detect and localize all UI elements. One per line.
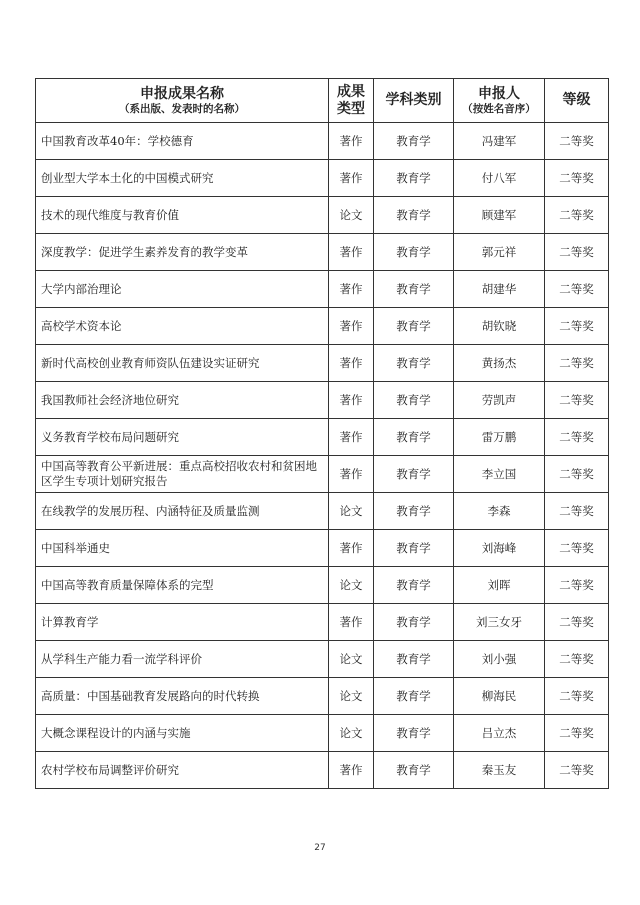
table-row: [36, 271, 609, 308]
page-number: 27: [314, 843, 326, 853]
cell-type: 著作: [329, 234, 374, 271]
cell-discipline: 教育学: [374, 271, 454, 308]
table-row: [36, 160, 609, 197]
cell-type: 著作: [329, 382, 374, 419]
cell-discipline: 教育学: [374, 678, 454, 715]
cell-applicant: 顾建军: [454, 197, 545, 234]
cell-applicant: 刘三女牙: [454, 604, 545, 641]
cell-discipline: 教育学: [374, 308, 454, 345]
cell-grade: 二等奖: [545, 160, 609, 197]
cell-applicant: 吕立杰: [454, 715, 545, 752]
cell-grade: 二等奖: [545, 530, 609, 567]
cell-grade: 二等奖: [545, 567, 609, 604]
cell-type: 著作: [329, 604, 374, 641]
cell-discipline: 教育学: [374, 160, 454, 197]
table-row: [36, 715, 609, 752]
cell-title: 中国科举通史: [36, 530, 329, 567]
cell-title: 中国高等教育公平新进展：重点高校招收农村和贫困地区学生专项计划研究报告: [36, 456, 329, 493]
cell-discipline: 教育学: [374, 382, 454, 419]
cell-grade: 二等奖: [545, 234, 609, 271]
cell-applicant: 秦玉友: [454, 752, 545, 789]
cell-grade: 二等奖: [545, 604, 609, 641]
cell-discipline: 教育学: [374, 345, 454, 382]
cell-grade: 二等奖: [545, 456, 609, 493]
awards-table: [35, 78, 609, 789]
cell-applicant: 付八军: [454, 160, 545, 197]
cell-discipline: 教育学: [374, 123, 454, 160]
cell-grade: 二等奖: [545, 123, 609, 160]
cell-grade: 二等奖: [545, 345, 609, 382]
cell-discipline: 教育学: [374, 493, 454, 530]
header-applicant: [454, 79, 545, 123]
cell-grade: 二等奖: [545, 382, 609, 419]
cell-grade: 二等奖: [545, 752, 609, 789]
cell-applicant: 冯建军: [454, 123, 545, 160]
table-row: [36, 345, 609, 382]
cell-applicant: 劳凯声: [454, 382, 545, 419]
table-row: [36, 419, 609, 456]
table-row: [36, 197, 609, 234]
cell-title: 新时代高校创业教育师资队伍建设实证研究: [36, 345, 329, 382]
table-row: [36, 567, 609, 604]
cell-applicant: 雷万鹏: [454, 419, 545, 456]
cell-grade: 二等奖: [545, 271, 609, 308]
cell-discipline: 教育学: [374, 641, 454, 678]
cell-applicant: 刘晖: [454, 567, 545, 604]
cell-type: 著作: [329, 271, 374, 308]
cell-type: 论文: [329, 641, 374, 678]
cell-title: 在线教学的发展历程、内涵特征及质量监测: [36, 493, 329, 530]
cell-title: 农村学校布局调整评价研究: [36, 752, 329, 789]
table-row: [36, 234, 609, 271]
cell-title: 大学内部治理论: [36, 271, 329, 308]
cell-title: 计算教育学: [36, 604, 329, 641]
cell-applicant: 郭元祥: [454, 234, 545, 271]
cell-type: 论文: [329, 493, 374, 530]
cell-title: 高质量：中国基础教育发展路向的时代转换: [36, 678, 329, 715]
header-type: [329, 79, 374, 123]
cell-title: 中国高等教育质量保障体系的完型: [36, 567, 329, 604]
cell-type: 著作: [329, 123, 374, 160]
cell-type: 论文: [329, 678, 374, 715]
cell-title: 技术的现代维度与教育价值: [36, 197, 329, 234]
header-title-note: （系出版、发表时的名称）: [119, 102, 245, 115]
table-row: [36, 382, 609, 419]
cell-title: 大概念课程设计的内涵与实施: [36, 715, 329, 752]
table-row: [36, 123, 609, 160]
cell-title: 深度教学：促进学生素养发育的教学变革: [36, 234, 329, 271]
table-row: [36, 493, 609, 530]
table-row: [36, 678, 609, 715]
header-grade: 等级: [545, 79, 609, 123]
header-row: [36, 79, 609, 123]
cell-type: 著作: [329, 530, 374, 567]
cell-type: 著作: [329, 345, 374, 382]
table-body: [36, 123, 609, 789]
cell-type: 论文: [329, 197, 374, 234]
cell-type: 著作: [329, 160, 374, 197]
table-row: [36, 308, 609, 345]
cell-grade: 二等奖: [545, 419, 609, 456]
cell-discipline: 教育学: [374, 752, 454, 789]
cell-discipline: 教育学: [374, 604, 454, 641]
cell-applicant: 黄扬杰: [454, 345, 545, 382]
header-discipline: 学科类别: [374, 79, 454, 123]
header-type-line1: 成果: [337, 83, 365, 100]
cell-type: 论文: [329, 715, 374, 752]
cell-type: 著作: [329, 419, 374, 456]
table-row: [36, 604, 609, 641]
cell-title: 创业型大学本土化的中国模式研究: [36, 160, 329, 197]
table-row: [36, 752, 609, 789]
cell-applicant: 胡建华: [454, 271, 545, 308]
cell-discipline: 教育学: [374, 234, 454, 271]
cell-grade: 二等奖: [545, 641, 609, 678]
cell-title: 义务教育学校布局问题研究: [36, 419, 329, 456]
header-title: [36, 79, 329, 123]
table-header: [36, 79, 609, 123]
cell-title: 从学科生产能力看一流学科评价: [36, 641, 329, 678]
cell-grade: 二等奖: [545, 308, 609, 345]
cell-discipline: 教育学: [374, 567, 454, 604]
table-row: [36, 530, 609, 567]
cell-grade: 二等奖: [545, 715, 609, 752]
table-row: [36, 641, 609, 678]
cell-type: 著作: [329, 456, 374, 493]
header-type-line2: 类型: [337, 100, 365, 117]
cell-title: 中国教育改革40年：学校德育: [36, 123, 329, 160]
cell-discipline: 教育学: [374, 715, 454, 752]
cell-applicant: 李森: [454, 493, 545, 530]
cell-title: 高校学术资本论: [36, 308, 329, 345]
header-applicant-note: （按姓名音序）: [462, 102, 536, 115]
cell-discipline: 教育学: [374, 419, 454, 456]
header-applicant-label: 申报人: [478, 85, 520, 102]
cell-discipline: 教育学: [374, 197, 454, 234]
cell-type: 著作: [329, 752, 374, 789]
cell-applicant: 李立国: [454, 456, 545, 493]
cell-grade: 二等奖: [545, 197, 609, 234]
cell-applicant: 胡钦晓: [454, 308, 545, 345]
cell-type: 著作: [329, 308, 374, 345]
cell-discipline: 教育学: [374, 456, 454, 493]
table-row: [36, 456, 609, 493]
cell-applicant: 刘海峰: [454, 530, 545, 567]
header-title-label: 申报成果名称: [140, 85, 224, 102]
cell-type: 论文: [329, 567, 374, 604]
cell-grade: 二等奖: [545, 678, 609, 715]
cell-grade: 二等奖: [545, 493, 609, 530]
cell-title: 我国教师社会经济地位研究: [36, 382, 329, 419]
cell-applicant: 刘小强: [454, 641, 545, 678]
cell-discipline: 教育学: [374, 530, 454, 567]
cell-applicant: 柳海民: [454, 678, 545, 715]
